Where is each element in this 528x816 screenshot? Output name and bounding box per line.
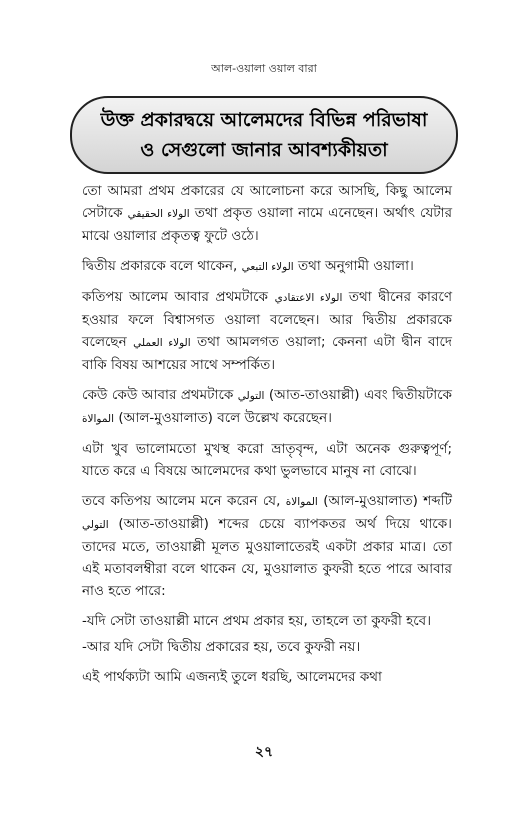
arabic-term-tawalli-2: التولي — [82, 519, 109, 531]
chapter-title-box — [70, 96, 458, 174]
arabic-term-haqiqi: الولاء الحقيقي — [127, 208, 190, 220]
arabic-term-muwalat: الموالاة — [82, 413, 115, 425]
paragraph-4 — [82, 384, 452, 430]
arabic-term-tawalli: التولي — [237, 390, 265, 402]
paragraph-1-text-b: তথা প্রকৃত ওয়ালা নামে এনেছেন। অর্থাৎ যেটার মাঝে ওয়ালার প্রকৃতত্ব ফুটে ওঠে। — [82, 205, 453, 244]
page-number: ২৭ — [254, 744, 274, 760]
paragraph-8: -আর যদি সেটা দ্বিতীয় প্রকারের হয়, তবে কুফরী নয়। — [82, 639, 361, 655]
paragraph-4-text-c: (আল-মুওয়ালাত) বলে উল্লেখ করেছেন। — [114, 410, 333, 426]
arabic-term-amali: الولاء العملي — [133, 337, 191, 349]
paragraph-9: এই পার্থক্যটা আমি এজন্যই তুলে ধরছি, আলেমদের কথা — [82, 669, 382, 685]
running-header: আল-ওয়ালা ওয়াল বারা — [211, 62, 317, 75]
paragraph-3 — [82, 286, 452, 376]
paragraph-4-text-a: কেউ কেউ আবার প্রথমটাকে — [82, 387, 238, 403]
paragraph-7: -যদি সেটা তাওয়াল্লী মানে প্রথম প্রকার হয়, তাহলে তা কুফরী হবে। — [82, 613, 432, 629]
paragraph-2-text-a: দ্বিতীয় প্রকারকে বলে থাকেন, — [82, 258, 242, 274]
arabic-term-itiqadi: الولاء الاعتقادي — [274, 292, 343, 304]
paragraph-4-text-b: (আত-তাওয়াল্লী) এবং দ্বিতীয়টাকে — [264, 387, 452, 403]
paragraph-6-text-b: (আল-মুওয়ালাত) শব্দটি — [317, 493, 452, 509]
paragraph-1 — [82, 180, 452, 247]
chapter-title-line-2: ও সেগুলো জানার আবশ্যকীয়তা — [140, 139, 388, 161]
arabic-term-muwalat-2: الموالاة — [285, 496, 318, 508]
arabic-term-tabai: الولاء التبعي — [241, 261, 294, 273]
paragraph-3-text-b: তথা দ্বীনের কারণে হওয়ার ফলে বিশ্বাসগত ওয়ালা বলেছেন। আর দ্বিতীয় প্রকারকে বলেছেন — [82, 289, 452, 350]
paragraph-3-text-a: কতিপয় আলেম আবার প্রথমটাকে — [82, 289, 275, 305]
paragraph-1-text-a: তো আমরা প্রথম প্রকারের যে আলোচনা করে আসছি, কিছু আলেম সেটাকে — [82, 183, 452, 221]
paragraph-3-text-c: তথা আমলগত ওয়ালা; কেননা এটা দ্বীন বাদে বাকি বিষয় আশয়ের সাথে সম্পর্কিত। — [82, 334, 452, 373]
paragraph-6-text-c: (আত-তাওয়াল্লী) শব্দের চেয়ে ব্যাপকতর অর্থ দিয়ে থাকে। তাদের মতে, তাওয়াল্লী মূলত মুওয়ালাতেরই একটা প্রকার মাত্র। তো এই মতাবলম্বীরা বলে থাকেন যে, মুওয়ালাত কুফরী হতে পারে আবার নাও হতে পারে: — [82, 516, 452, 599]
paragraph-5: এটা খুব ভালোমতো মুখস্থ করো ভ্রাতৃবৃন্দ, এটা অনেক গুরুত্বপূর্ণ; যাতে করে এ বিষয়ে আলেমদের কথা ভুলভাবে মানুষ না বোঝে। — [82, 441, 452, 479]
paragraph-2 — [82, 255, 452, 278]
paragraph-6 — [82, 490, 452, 602]
chapter-title-line-1: উক্ত প্রকারদ্বয়ে আলেমদের বিভিন্ন পরিভাষা — [100, 109, 428, 131]
body-text — [82, 180, 452, 696]
paragraph-6-text-a: তবে কতিপয় আলেম মনে করেন যে, — [82, 493, 286, 509]
paragraph-2-text-b: তথা অনুগামী ওয়ালা। — [293, 258, 414, 274]
